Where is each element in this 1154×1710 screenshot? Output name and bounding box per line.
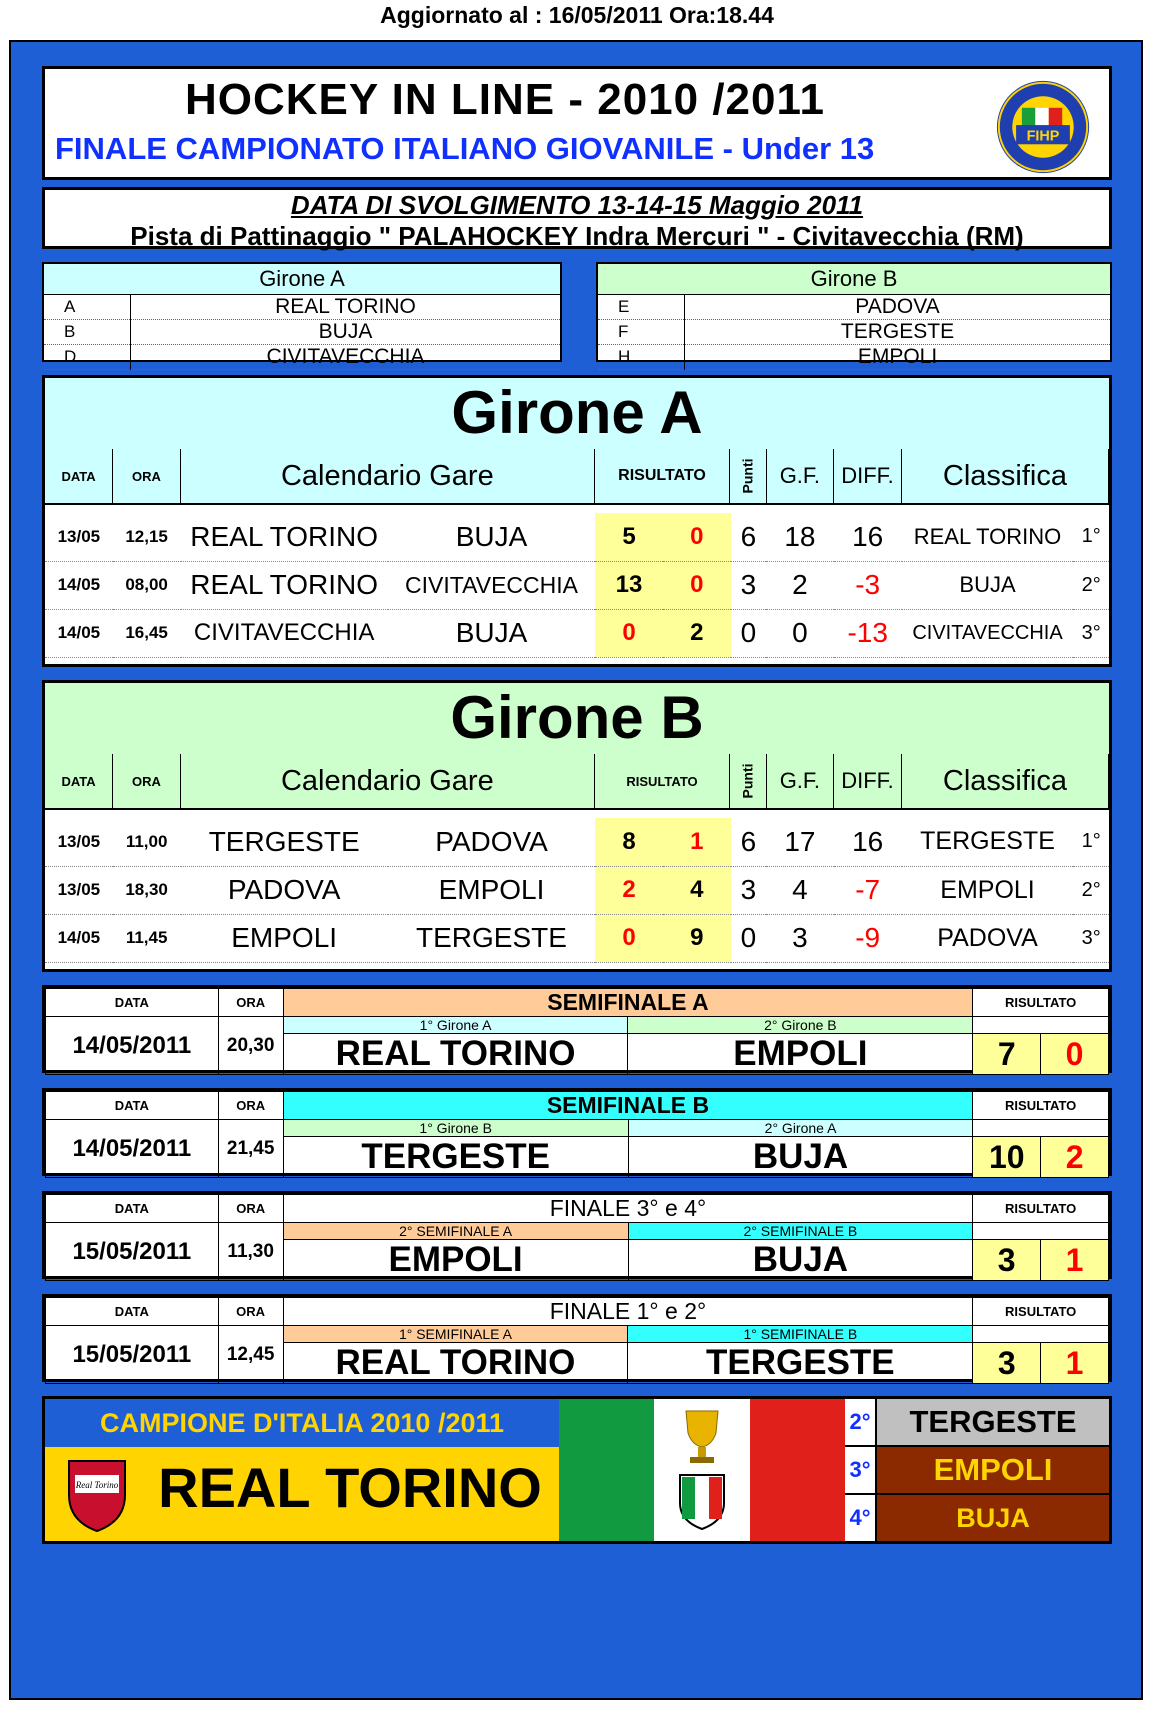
girone-a-title: Girone A [451,379,703,446]
header-diff: DIFF. [834,754,902,809]
header-risultato: RISULTATO [594,449,729,504]
ko-header-risultato: RISULTATO [973,1298,1109,1326]
ko-time: 12,45 [218,1326,283,1384]
header-diff: DIFF. [834,449,902,504]
page-subtitle: FINALE CAMPIONATO ITALIANO GIOVANILE - Under 13 [55,131,875,166]
ko-header-ora: ORA [218,1092,283,1120]
ko-title: FINALE 3° e 4° [283,1195,973,1223]
semifinale-b-box [42,1088,1112,1176]
real-torino-logo-text: Real Torino [75,1480,119,1490]
event-dates: DATA DI SVOLGIMENTO 13-14-15 Maggio 2011 [290,190,864,220]
ko-header-ora: ORA [218,989,283,1017]
table-row: 14/05 16,45 CIVITAVECCHIA BUJA 0 2 0 0 -13 CIVITAVECCHIA 3° [45,609,1109,657]
ko-home-score: 10 [973,1137,1041,1178]
header-ora: ORA [113,754,181,809]
ko-sub-home: 1° SEMIFINALE A [283,1326,628,1343]
ko-away-score: 1 [1041,1343,1109,1384]
list-item: D CIVITAVECCHIA [44,345,560,370]
girone-a-body [45,505,1109,664]
italian-flag [559,1399,845,1541]
trophy-shield-icon [676,1407,728,1531]
table-row: 14/05 11,45 EMPOLI TERGESTE 0 9 0 3 -9 PADOVA 3° [45,914,1109,962]
ko-home-score: 3 [973,1240,1041,1281]
header-risultato: RISULTATO [594,754,729,809]
ko-home-score: 3 [973,1343,1041,1384]
ko-sub-away: 1° SEMIFINALE B [628,1326,973,1343]
table-row: 13/05 12,15 REAL TORINO BUJA 5 0 6 18 16 REAL TORINO 1° [45,513,1109,561]
table-row: 13/05 11,00 TERGESTE PADOVA 8 1 6 17 16 TERGESTE 1° [45,818,1109,866]
ko-date: 14/05/2011 [46,1017,219,1075]
ko-away-team: BUJA [628,1240,973,1281]
page-title: HOCKEY IN LINE - 2010 /2011 [185,75,826,124]
girone-b-title: Girone B [450,684,704,751]
champion-team-panel [45,1447,559,1541]
header-data: DATA [45,754,113,809]
ko-title: FINALE 1° e 2° [283,1298,973,1326]
ko-sub-home: 1° Girone B [283,1120,628,1137]
girone-a-section [42,375,1112,667]
list-item: H EMPOLI [598,345,1110,370]
title-box [42,66,1112,180]
ko-header-risultato: RISULTATO [973,1195,1109,1223]
ko-away-team: TERGESTE [628,1343,973,1384]
header-punti: Punti [739,458,756,494]
event-venue: Pista di Pattinaggio " PALAHOCKEY Indra Mercuri " - Civitavecchia (RM) [130,221,1024,251]
ko-header-ora: ORA [218,1298,283,1326]
group-a-list [42,262,562,368]
finale-3-4-box [42,1191,1112,1279]
event-info-box [42,187,1112,249]
ko-time: 11,30 [218,1223,283,1281]
champion-section [42,1396,1112,1544]
poster-frame [9,40,1143,1700]
ko-away-team: BUJA [628,1137,973,1178]
group-a-title: Girone A [44,264,560,295]
ko-date: 15/05/2011 [46,1223,219,1281]
table-row: 14/05 08,00 REAL TORINO CIVITAVECCHIA 13 0 3 2 -3 BUJA 2° [45,561,1109,609]
group-b-list [596,262,1112,368]
ko-header-risultato: RISULTATO [973,989,1109,1017]
ko-time: 20,30 [218,1017,283,1075]
list-item: A REAL TORINO [44,295,560,320]
ko-header-data: DATA [46,989,219,1017]
ko-header-risultato: RISULTATO [973,1092,1109,1120]
header-gf: G.F. [766,754,834,809]
ko-time: 21,45 [218,1120,283,1178]
real-torino-logo-icon [65,1455,129,1533]
podium-third: 3° EMPOLI [845,1447,1109,1495]
ko-away-score: 2 [1041,1137,1109,1178]
ko-away-score: 0 [1041,1034,1109,1075]
list-item: E PADOVA [598,295,1110,320]
girone-a-table [45,449,1109,505]
header-calendario: Calendario Gare [180,754,594,809]
ko-away-team: EMPOLI [628,1034,973,1075]
fihp-logo-icon [995,79,1091,175]
group-b-title: Girone B [598,264,1110,295]
girone-b-body [45,810,1109,969]
ko-sub-away: 2° Girone B [628,1017,973,1034]
header-data: DATA [45,449,113,504]
ko-sub-home: 1° Girone A [283,1017,628,1034]
fihp-logo-text: FIHP [1026,128,1060,145]
semifinale-a-box [42,985,1112,1073]
podium-second: 2° TERGESTE [845,1399,1109,1447]
ko-header-data: DATA [46,1298,219,1326]
ko-sub-away: 2° Girone A [628,1120,973,1137]
finale-1-2-box [42,1294,1112,1382]
ko-title: SEMIFINALE A [283,989,973,1017]
ko-header-data: DATA [46,1195,219,1223]
podium-fourth: 4° BUJA [845,1495,1109,1541]
update-timestamp: Aggiornato al : 16/05/2011 Ora:18.44 [380,2,774,28]
ko-sub-home: 2° SEMIFINALE A [283,1223,628,1240]
header-ora: ORA [113,449,181,504]
header-calendario: Calendario Gare [180,449,594,504]
ko-header-data: DATA [46,1092,219,1120]
podium-list [845,1399,1109,1541]
girone-b-section [42,680,1112,972]
ko-title: SEMIFINALE B [283,1092,973,1120]
ko-home-team: TERGESTE [283,1137,628,1178]
ko-header-ora: ORA [218,1195,283,1223]
table-row: 13/05 18,30 PADOVA EMPOLI 2 4 3 4 -7 EMPOLI 2° [45,866,1109,914]
list-item: B BUJA [44,320,560,345]
ko-away-score: 1 [1041,1240,1109,1281]
header-classifica: Classifica [901,754,1108,809]
header-classifica: Classifica [901,449,1108,504]
champion-title: CAMPIONE D'ITALIA 2010 /2011 [45,1399,559,1447]
ko-home-team: REAL TORINO [283,1343,628,1384]
header-gf: G.F. [766,449,834,504]
ko-home-score: 7 [973,1034,1041,1075]
girone-b-table [45,754,1109,810]
champion-team: REAL TORINO [158,1456,542,1519]
list-item: F TERGESTE [598,320,1110,345]
ko-date: 14/05/2011 [46,1120,219,1178]
ko-home-team: REAL TORINO [283,1034,628,1075]
ko-home-team: EMPOLI [283,1240,628,1281]
header-punti: Punti [739,763,756,799]
ko-sub-away: 2° SEMIFINALE B [628,1223,973,1240]
ko-date: 15/05/2011 [46,1326,219,1384]
